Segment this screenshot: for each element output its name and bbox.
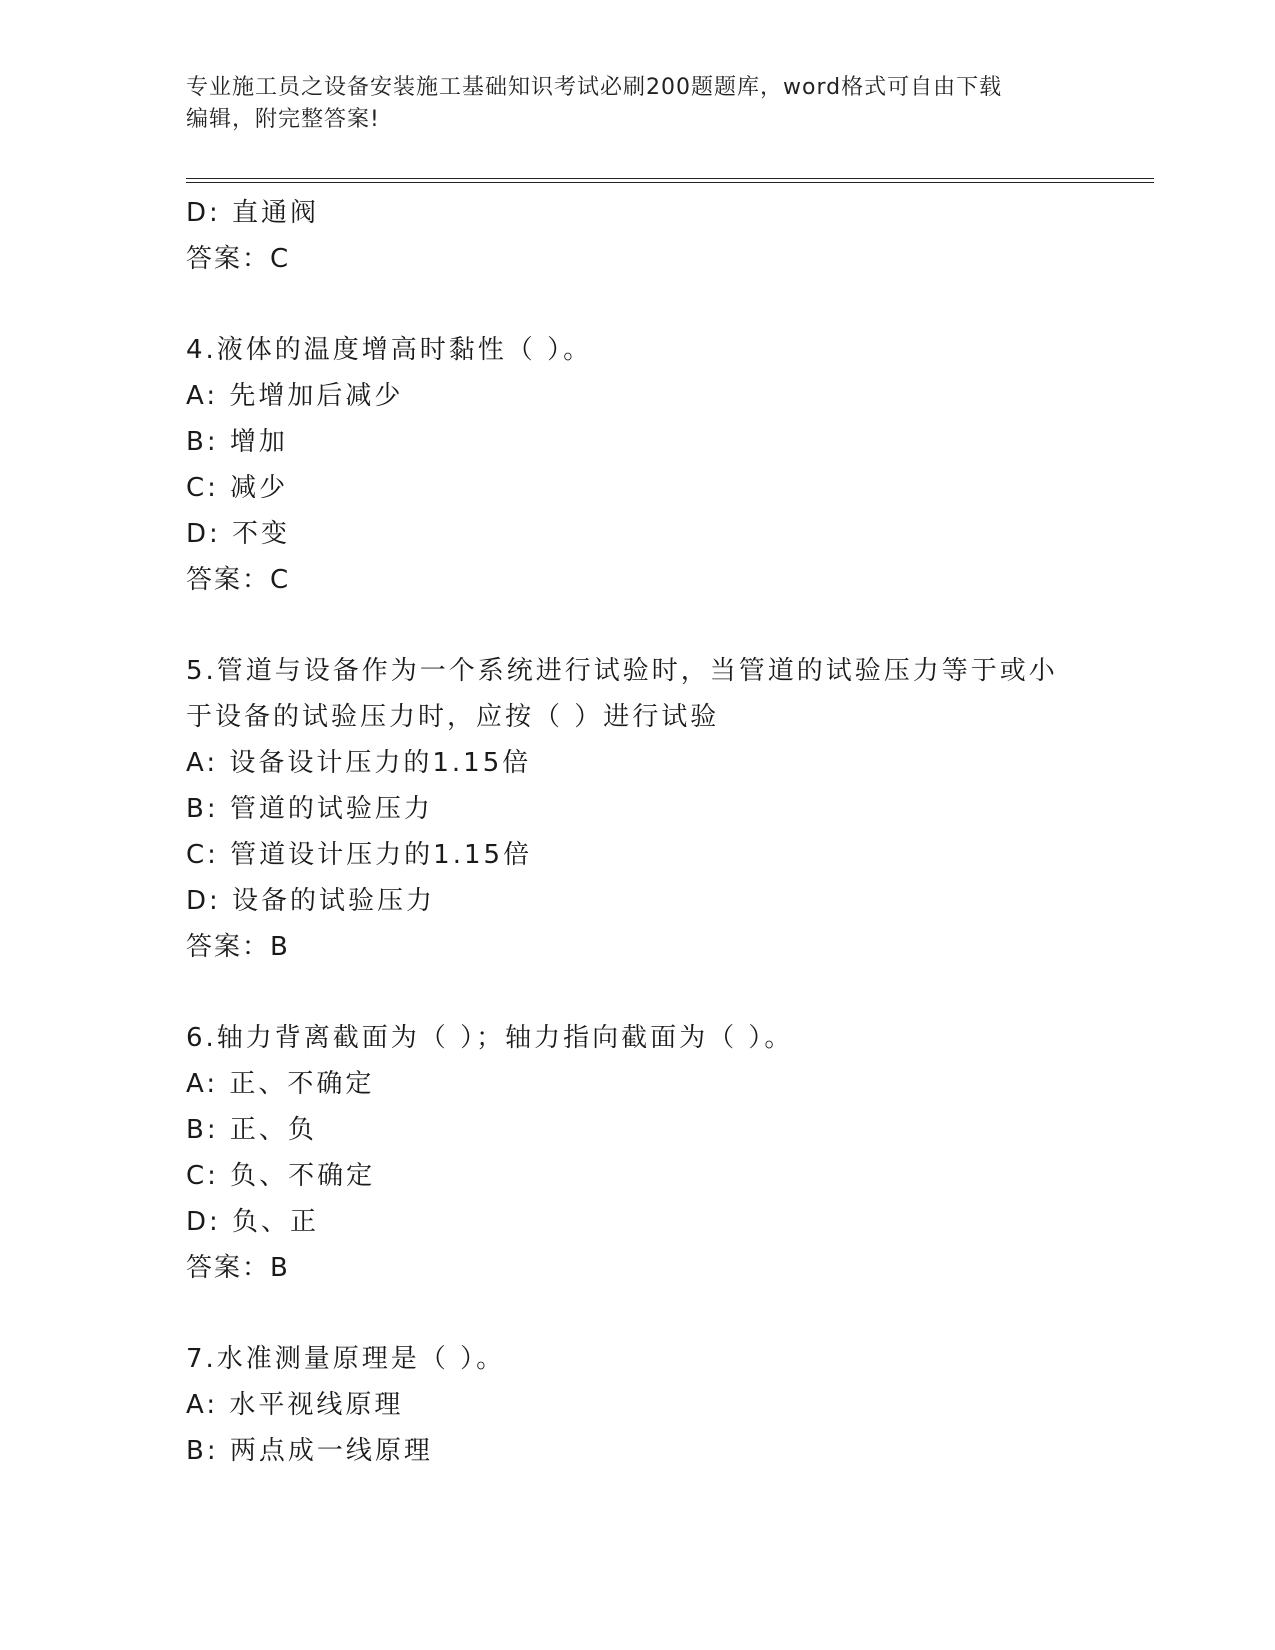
document-header <box>186 72 1086 136</box>
question-content <box>186 190 1154 1474</box>
answer-line: 答案：B <box>186 932 290 962</box>
question-7-stem: 7.水准测量原理是（ ）。 <box>186 1344 506 1374</box>
answer-line: 答案：C <box>186 244 291 274</box>
spacer <box>186 970 1154 1015</box>
header-rule-bottom <box>186 182 1154 183</box>
option-a: A: 水平视线原理 <box>186 1390 404 1420</box>
option-a: A: 正、不确定 <box>186 1069 375 1099</box>
header-title-line-2: 编辑，附完整答案! <box>186 107 380 132</box>
option-c: C: 减少 <box>186 473 289 503</box>
option-b: B: 两点成一线原理 <box>186 1436 433 1466</box>
question-5-stem-line-2: 于设备的试验压力时，应按（ ）进行试验 <box>186 702 720 732</box>
option-b: B: 增加 <box>186 427 288 457</box>
question-5-stem-line-1: 5.管道与设备作为一个系统进行试验时，当管道的试验压力等于或小 <box>186 656 1058 686</box>
option-c: C: 管道设计压力的1.15倍 <box>186 840 533 870</box>
option-d: D: 设备的试验压力 <box>186 886 436 916</box>
spacer <box>186 603 1154 648</box>
spacer <box>186 282 1154 327</box>
option-b: B: 正、负 <box>186 1115 317 1145</box>
header-rule-top <box>186 178 1154 179</box>
answer-line: 答案：C <box>186 565 291 595</box>
option-c: C: 负、不确定 <box>186 1161 376 1191</box>
option-d: D: 直通阀 <box>186 198 320 228</box>
option-d: D: 负、正 <box>186 1207 320 1237</box>
spacer <box>186 1291 1154 1336</box>
header-title-line-1: 专业施工员之设备安装施工基础知识考试必刷200题题库，word格式可自由下载 <box>186 75 1003 100</box>
option-a: A: 设备设计压力的1.15倍 <box>186 748 532 778</box>
question-7 <box>186 1336 1154 1474</box>
option-d: D: 不变 <box>186 519 291 549</box>
question-5 <box>186 648 1154 970</box>
question-4 <box>186 327 1154 603</box>
question-6-stem: 6.轴力背离截面为（ ）；轴力指向截面为（ ）。 <box>186 1023 794 1053</box>
question-4-stem: 4.液体的温度增高时黏性（ ）。 <box>186 335 593 365</box>
question-3-tail <box>186 190 1154 282</box>
option-b: B: 管道的试验压力 <box>186 794 433 824</box>
answer-line: 答案：B <box>186 1253 290 1283</box>
question-6 <box>186 1015 1154 1291</box>
option-a: A: 先增加后减少 <box>186 381 404 411</box>
